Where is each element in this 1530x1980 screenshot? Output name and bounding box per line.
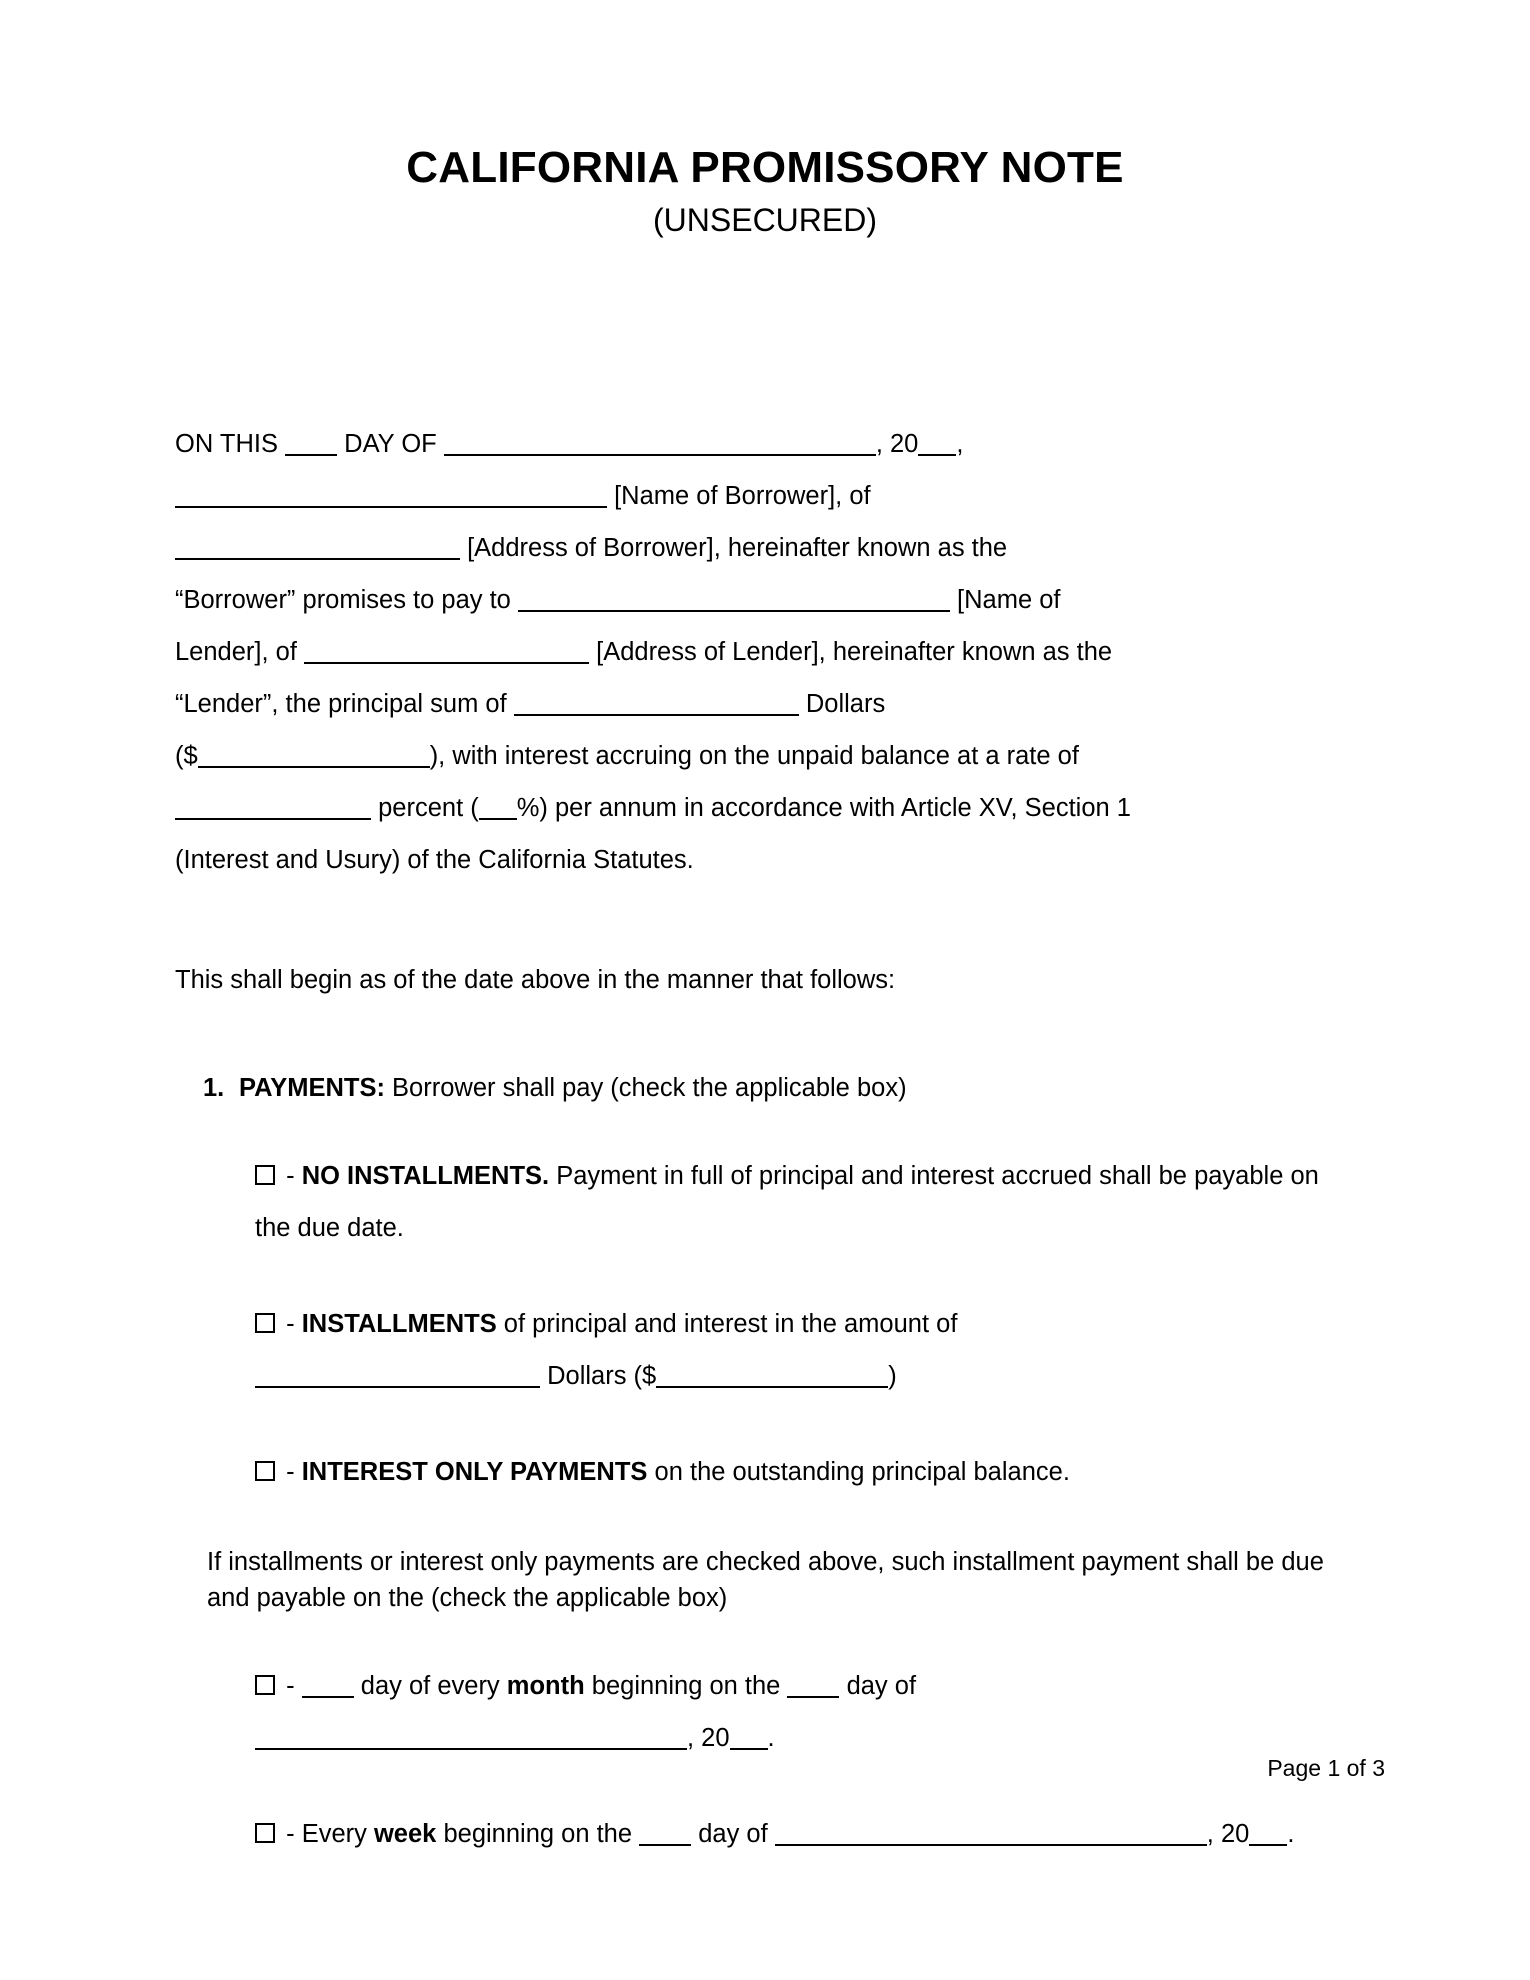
schedule-dash: - [286, 1672, 295, 1700]
opening-line1-dayof: DAY OF [344, 430, 437, 458]
checkbox-unchecked-icon[interactable] [255, 1675, 275, 1695]
interest-rate-number-blank[interactable] [479, 798, 517, 820]
section-payments [175, 1070, 1355, 1106]
payment-option-interest-only[interactable] [175, 1446, 1355, 1498]
interest-rate-words-blank[interactable] [175, 798, 371, 820]
option-dash: - [286, 1310, 295, 1338]
lender-address-blank[interactable] [304, 642, 589, 664]
opening-line5-suffix: [Address of Lender], hereinafter known as the [596, 638, 1113, 666]
schedule-text-a: Every [301, 1820, 367, 1848]
monthly-start-year-blank[interactable] [730, 1728, 768, 1750]
opening-line1-comma: , [956, 430, 964, 458]
option-text: on the outstanding principal balance. [654, 1458, 1070, 1486]
payment-option-installments[interactable] [175, 1298, 1355, 1402]
page-footer [175, 1755, 1385, 1782]
schedule-period-word: week [373, 1820, 437, 1848]
opening-line8-prefix: percent ( [378, 794, 479, 822]
opening-line6-prefix: “Lender”, the principal sum of [175, 690, 507, 718]
month-blank[interactable] [444, 434, 876, 456]
opening-line2: [Name of Borrower], of [614, 482, 871, 510]
monthly-day-blank[interactable] [302, 1676, 354, 1698]
schedule-text-d: , 20 [687, 1724, 730, 1752]
option-label: INTEREST ONLY PAYMENTS [301, 1458, 648, 1486]
opening-line4-suffix: [Name of [957, 586, 1061, 614]
weekly-start-month-blank[interactable] [775, 1824, 1207, 1846]
day-blank[interactable] [285, 434, 337, 456]
schedule-text-b: beginning on the [591, 1672, 781, 1700]
option-label: INSTALLMENTS [301, 1310, 497, 1338]
lender-name-blank[interactable] [518, 590, 950, 612]
option-text-c: ) [888, 1362, 897, 1390]
principal-sum-blank[interactable] [514, 694, 799, 716]
opening-line3: [Address of Borrower], hereinafter known as the [467, 534, 1008, 562]
schedule-text-a: day of every [360, 1672, 500, 1700]
option-dash: - [286, 1162, 295, 1190]
schedule-text-c: day of [846, 1672, 917, 1700]
installment-amount-words-blank[interactable] [255, 1366, 540, 1388]
option-text-b: Dollars ($ [547, 1362, 657, 1390]
option-dash: - [286, 1458, 295, 1486]
page-title: CALIFORNIA PROMISSORY NOTE [406, 143, 1124, 192]
page-subtitle: (UNSECURED) [653, 202, 877, 238]
schedule-option-weekly[interactable] [175, 1808, 1355, 1860]
opening-line5-prefix: Lender], of [175, 638, 297, 666]
section-heading: PAYMENTS: [239, 1074, 385, 1102]
checkbox-unchecked-icon[interactable] [255, 1461, 275, 1481]
principal-amount-blank[interactable] [198, 746, 430, 768]
section-text: Borrower shall pay (check the applicable box) [392, 1074, 907, 1102]
opening-line1-year-prefix: , 20 [875, 430, 919, 458]
opening-line7-suffix: ), with interest accruing on the unpaid balance at a rate of [429, 742, 1079, 770]
year-blank[interactable] [918, 434, 956, 456]
opening-line1-prefix: ON THIS [175, 430, 278, 458]
option-label: NO INSTALLMENTS. [301, 1162, 550, 1190]
option-text: Payment in full of principal and interest accrued shall be payable on the due date. [255, 1162, 1319, 1242]
schedule-option-monthly[interactable] [175, 1660, 1355, 1764]
schedule-text-e: . [1287, 1820, 1295, 1848]
monthly-start-day-blank[interactable] [787, 1676, 839, 1698]
borrower-name-blank[interactable] [175, 486, 607, 508]
checkbox-unchecked-icon[interactable] [255, 1165, 275, 1185]
opening-line8-suffix: %) per annum in accordance with Article XV, Section 1 [516, 794, 1131, 822]
opening-line9: (Interest and Usury) of the California Statutes. [175, 846, 694, 874]
opening-line4-prefix: “Borrower” promises to pay to [175, 586, 511, 614]
title-block [175, 143, 1355, 238]
document-content [175, 0, 1355, 1860]
installment-note-paragraph: If installments or interest only payments are checked above, such installment payment shall be due and payable on the (check the applicable box) [207, 1548, 1324, 1612]
installment-amount-number-blank[interactable] [656, 1366, 888, 1388]
option-text-a: of principal and interest in the amount of [503, 1310, 958, 1338]
begin-paragraph: This shall begin as of the date above in the manner that follows: [175, 966, 896, 994]
checkbox-unchecked-icon[interactable] [255, 1823, 275, 1843]
schedule-period-word: month [506, 1672, 585, 1700]
borrower-address-blank[interactable] [175, 538, 460, 560]
schedule-dash: - [286, 1820, 295, 1848]
payment-option-no-installments[interactable] [175, 1150, 1355, 1254]
section-number: 1. [203, 1074, 225, 1102]
schedule-text-c: day of [698, 1820, 768, 1848]
weekly-start-day-blank[interactable] [639, 1824, 691, 1846]
schedule-text-e: . [767, 1724, 775, 1752]
opening-paragraph [175, 418, 1355, 886]
page-number-label: Page 1 of 3 [1267, 1755, 1385, 1781]
opening-line6-suffix: Dollars [805, 690, 886, 718]
schedule-text-b: beginning on the [443, 1820, 633, 1848]
opening-line7-prefix: ($ [175, 742, 198, 770]
monthly-start-month-blank[interactable] [255, 1728, 687, 1750]
schedule-text-d: , 20 [1206, 1820, 1250, 1848]
checkbox-unchecked-icon[interactable] [255, 1313, 275, 1333]
weekly-start-year-blank[interactable] [1249, 1824, 1287, 1846]
